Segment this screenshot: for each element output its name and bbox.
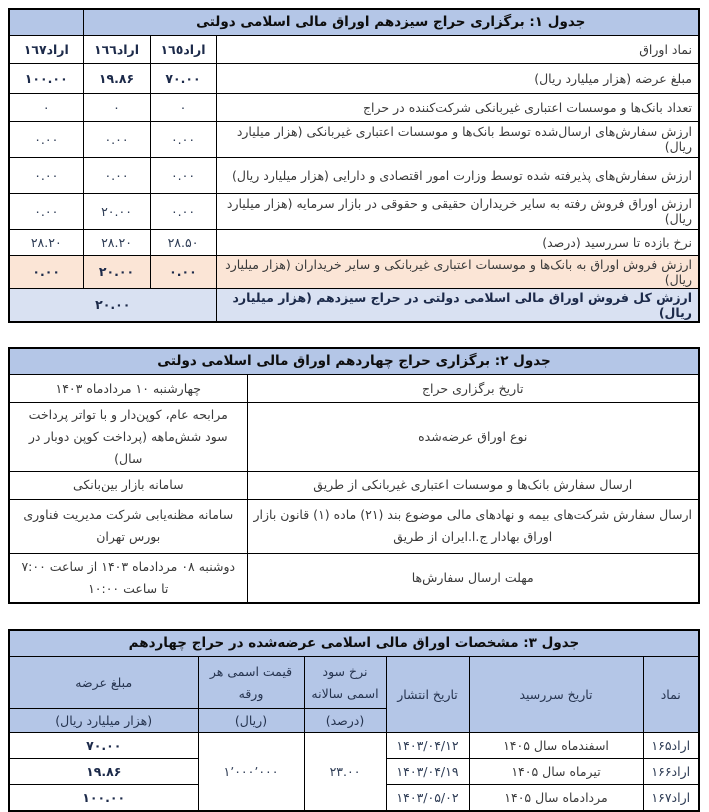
row-label-orders-sent: ارزش سفارش‌های ارسال‌شده توسط بانک‌ها و موسسات اعتباری غیربانکی (هزار میلیارد ریال)	[216, 121, 699, 157]
symbol-arad165: اراد١٦٥	[150, 35, 216, 63]
row-label-total-sales: ارزش کل فروش اوراق مالی اسلامی دولتی در حراج سیزدهم (هزار میلیارد ریال)	[216, 288, 699, 322]
cell-symbol-arad165: اراد۱۶۵	[643, 733, 699, 759]
cell-sales-165: ۰.۰۰	[150, 255, 216, 288]
row-label-symbol: نماد اوراق	[216, 35, 699, 63]
cell-sent-166: ۰.۰۰	[83, 121, 150, 157]
cell-sales-167: ۰.۰۰	[9, 255, 83, 288]
row-label-institution-order-channel: ارسال سفارش شرکت‌های بیمه و نهادهای مالی موضوع بند (۲۱) ماده (۱) قانون بازار اوراق بهادار ج.ا.ایران از طریق	[247, 499, 699, 553]
cell-offer-arad167: ۱۰۰.۰۰	[9, 785, 198, 811]
cell-offer-167: ۱۰۰.۰۰	[9, 63, 83, 93]
table-gap-1	[10, 323, 700, 347]
cell-offer-arad165: ۷۰.۰۰	[9, 733, 198, 759]
cell-maturity-arad165: اسفندماه سال ۱۴۰۵	[469, 733, 643, 759]
cell-auction-date: چهارشنبه ۱۰ مردادماه ۱۴۰۳	[9, 375, 247, 403]
row-label-offer-amount: مبلغ عرضه (هزار میلیارد ریال)	[216, 63, 699, 93]
row-label-securities-type: نوع اوراق عرضه‌شده	[247, 403, 699, 472]
cell-offer-165: ۷۰.۰۰	[150, 63, 216, 93]
auction13-table-title: جدول ۱: برگزاری حراج سیزدهم اوراق مالی اسلامی دولتی	[83, 9, 699, 35]
cell-maturity-arad166: تیرماه سال ۱۴۰۵	[469, 759, 643, 785]
row-label-orders-accepted: ارزش سفارش‌های پذیرفته شده توسط وزارت امور اقتصادی و دارایی (هزار میلیارد ریال)	[216, 157, 699, 193]
cell-offer-166: ۱۹.۸۶	[83, 63, 150, 93]
cell-ytm-166: ۲۸.۲۰	[83, 229, 150, 255]
row-label-ytm: نرخ بازده تا سررسید (درصد)	[216, 229, 699, 255]
row-label-bank-order-channel: ارسال سفارش بانک‌ها و موسسات اعتباری غیربانکی از طریق	[247, 471, 699, 499]
cell-accepted-166: ۰.۰۰	[83, 157, 150, 193]
col-header-offer: مبلغ عرضه	[9, 657, 198, 709]
table-gap-2	[10, 604, 700, 629]
row-label-auction-date: تاریخ برگزاری حراج	[247, 375, 699, 403]
cell-capmkt-165: ۰.۰۰	[150, 193, 216, 229]
cell-banks-167: ۰	[9, 93, 83, 121]
cell-issue-arad166: ۱۴۰۳/۰۴/۱۹	[386, 759, 469, 785]
row-label-sales-to-banks: ارزش فروش اوراق به بانک‌ها و موسسات اعتباری غیربانکی و سایر خریداران (هزار میلیارد ریال)	[216, 255, 699, 288]
col-header-coupon-unit: (درصد)	[304, 709, 386, 733]
row-label-participant-banks: تعداد بانک‌ها و موسسات اعتباری غیربانکی شرکت‌کننده در حراج	[216, 93, 699, 121]
auction14-table-title: جدول ۲: برگزاری حراج چهاردهم اوراق مالی اسلامی دولتی	[9, 348, 699, 375]
cell-ytm-165: ۲۸.۵۰	[150, 229, 216, 255]
col-header-offer-unit: (هزار میلیارد ریال)	[9, 709, 198, 733]
symbol-arad166: اراد١٦٦	[83, 35, 150, 63]
cell-maturity-arad167: مردادماه سال ۱۴۰۵	[469, 785, 643, 811]
cell-ytm-167: ۲۸.۲۰	[9, 229, 83, 255]
col-header-face-value: قیمت اسمی هر ورقه	[198, 657, 304, 709]
cell-coupon-rate: ۲۳.۰۰	[304, 733, 386, 811]
cell-total-sales: ۲۰.۰۰	[9, 288, 216, 322]
cell-symbol-arad167: اراد۱۶۷	[643, 785, 699, 811]
cell-issue-arad167: ۱۴۰۳/۰۵/۰۲	[386, 785, 469, 811]
row-label-sold-capital-market: ارزش اوراق فروش رفته به سایر خریداران حقیقی و حقوقی در بازار سرمایه (هزار میلیارد ریال)	[216, 193, 699, 229]
cell-banks-166: ۰	[83, 93, 150, 121]
cell-sent-165: ۰.۰۰	[150, 121, 216, 157]
col-header-symbol: نماد	[643, 657, 699, 733]
cell-symbol-arad166: اراد۱۶۶	[643, 759, 699, 785]
symbol-arad167: اراد١٦٧	[9, 35, 83, 63]
auction14-table	[8, 347, 700, 605]
col-header-coupon: نرخ سود اسمی سالانه	[304, 657, 386, 709]
cell-institution-order-channel: سامانه مظنه‌یابی شرکت مدیریت فناوری بورس تهران	[9, 499, 247, 553]
cell-order-deadline: دوشنبه ۰۸ مردادماه ۱۴۰۳ از ساعت ۷:۰۰ تا ساعت ۱۰:۰۰	[9, 553, 247, 603]
cell-capmkt-166: ۲۰.۰۰	[83, 193, 150, 229]
cell-securities-type: مرابحه عام، کوپن‌دار و با تواتر پرداخت سود شش‌ماهه (پرداخت کوپن دوبار در سال)	[9, 403, 247, 472]
offered-securities-table-title: جدول ۳: مشخصات اوراق مالی اسلامی عرضه‌شده در حراج چهاردهم	[9, 630, 699, 656]
col-header-face-value-unit: (ریال)	[198, 709, 304, 733]
auction13-title-spacer-cell	[9, 9, 83, 35]
cell-bank-order-channel: سامانه بازار بین‌بانکی	[9, 471, 247, 499]
cell-offer-arad166: ۱۹.۸۶	[9, 759, 198, 785]
auction13-table	[8, 8, 700, 323]
cell-accepted-167: ۰.۰۰	[9, 157, 83, 193]
cell-sent-167: ۰.۰۰	[9, 121, 83, 157]
cell-issue-arad165: ۱۴۰۳/۰۴/۱۲	[386, 733, 469, 759]
col-header-issue-date: تاریخ انتشار	[386, 657, 469, 733]
cell-face-value: ۱٬۰۰۰٬۰۰۰	[198, 733, 304, 811]
cell-capmkt-167: ۰.۰۰	[9, 193, 83, 229]
cell-accepted-165: ۰.۰۰	[150, 157, 216, 193]
cell-banks-165: ۰	[150, 93, 216, 121]
cell-sales-166: ۲۰.۰۰	[83, 255, 150, 288]
row-label-order-deadline: مهلت ارسال سفارش‌ها	[247, 553, 699, 603]
col-header-maturity: تاریخ سررسید	[469, 657, 643, 733]
